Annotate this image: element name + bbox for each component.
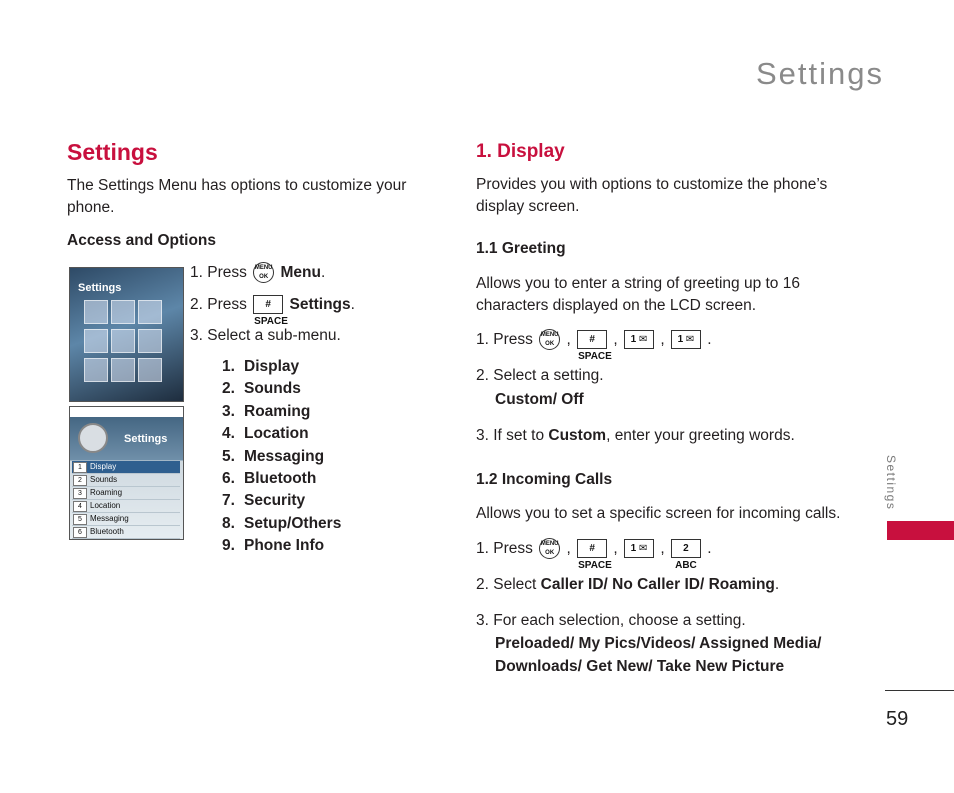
access-heading: Access and Options [67, 232, 217, 249]
menu-tile-icon [138, 329, 162, 353]
list-item: 1 Display [72, 461, 180, 474]
list-item: 4. Location [222, 425, 309, 443]
menu-tile-icon [111, 358, 135, 382]
incoming-options-line-1: Preloaded/ My Pics/Videos/ Assigned Media/ [495, 635, 822, 652]
intro-text: The Settings Menu has options to customize your phone. [67, 177, 407, 216]
greeting-step-2: 2. Select a setting. [476, 367, 604, 384]
step-2-bold: Settings [289, 296, 351, 313]
status-bar [70, 407, 183, 417]
menu-tile-icon [84, 300, 108, 324]
menu-ok-key-icon: MENU OK [539, 329, 560, 350]
step-1-prefix: 1. Press [190, 264, 247, 281]
list-item: 5. Messaging [222, 447, 325, 465]
section-heading: Settings [67, 139, 158, 165]
list-item: 1. Display [222, 358, 300, 375]
step-3: 3. Select a sub-menu. [190, 327, 341, 344]
greeting-step-1-text: 1. Press [476, 331, 533, 348]
phone-screen-title: Settings [78, 282, 122, 294]
menu-ok-key-icon: MENU OK [539, 538, 560, 559]
step-2 [190, 294, 355, 328]
menu-tile-icon [138, 300, 162, 324]
phone-screenshot-menu [69, 267, 184, 402]
menu-tile-icon [111, 329, 135, 353]
step-1-suffix: . [320, 264, 326, 281]
list-item: 6. Bluetooth [222, 470, 317, 488]
list-item: 3 Roaming [72, 487, 180, 500]
page-number: 59 [886, 708, 909, 730]
two-key-icon: 2 ABC [671, 539, 701, 558]
one-key-icon: 1 ✉ [624, 330, 654, 349]
one-key-icon: 1 ✉ [624, 539, 654, 558]
greeting-heading: 1.1 Greeting [476, 240, 566, 257]
phone-settings-menu [72, 461, 180, 539]
step-2-suffix: . [350, 296, 355, 313]
step-1 [190, 262, 325, 284]
phone-screenshot-settings [69, 406, 184, 540]
display-heading: 1. Display [476, 141, 565, 162]
list-item: 2. Sounds [222, 380, 301, 398]
step-2-prefix: 2. Press [190, 296, 247, 313]
incoming-intro: Allows you to set a specific screen for incoming calls. [476, 505, 841, 522]
greeting-step-3: 3. If set to Custom, enter your greeting words. [476, 427, 795, 444]
list-item: 4 Location [72, 500, 180, 513]
incoming-step-2: 2. Select Caller ID/ No Caller ID/ Roaming. [476, 576, 780, 593]
hash-key-icon: # SPACE [253, 295, 283, 314]
list-item: 3. Roaming [222, 402, 311, 420]
menu-tile-icon [84, 329, 108, 353]
list-item: 6 Bluetooth [72, 526, 180, 539]
list-item: 5 Messaging [72, 513, 180, 526]
incoming-step-3: 3. For each selection, choose a setting. [476, 612, 746, 629]
incoming-step-1-text: 1. Press [476, 540, 533, 557]
footer-rule [885, 690, 954, 691]
incoming-heading: 1.2 Incoming Calls [476, 471, 613, 488]
menu-tile-icon [111, 300, 135, 324]
list-item: 8. Setup/Others [222, 514, 342, 532]
menu-tile-icon [138, 358, 162, 382]
display-intro: Provides you with options to customize the phone’s display screen. [476, 176, 828, 215]
greeting-step-1: 1. Press MENU OK , # SPACE , 1 ✉ , 1 ✉ . [476, 331, 712, 363]
incoming-options-line-2: Downloads/ Get New/ Take New Picture [495, 658, 785, 675]
running-title: Settings [755, 56, 884, 91]
greeting-intro: Allows you to enter a string of greeting up to 16 characters displayed on the LCD screen. [476, 275, 800, 314]
list-item: 9. Phone Info [222, 537, 325, 555]
menu-tile-icon [84, 358, 108, 382]
menu-icon-grid [84, 300, 160, 382]
hash-key-icon: # SPACE [577, 330, 607, 349]
submenu-list [222, 356, 341, 558]
gear-icon [78, 423, 108, 453]
side-tab: Settings [884, 455, 898, 511]
list-item: 7. Security [222, 492, 306, 510]
greeting-options: Custom/ Off [495, 391, 584, 408]
one-key-icon: 1 ✉ [671, 330, 701, 349]
side-tab-marker [887, 521, 954, 540]
hash-key-icon: # SPACE [577, 539, 607, 558]
incoming-step-1: 1. Press MENU OK , # SPACE , 1 ✉ , 2 ABC . [476, 540, 712, 572]
list-item: 2 Sounds [72, 474, 180, 487]
step-1-bold: Menu [280, 264, 321, 281]
phone-screen-title: Settings [124, 433, 168, 445]
menu-ok-key-icon: MENU OK [253, 262, 274, 283]
